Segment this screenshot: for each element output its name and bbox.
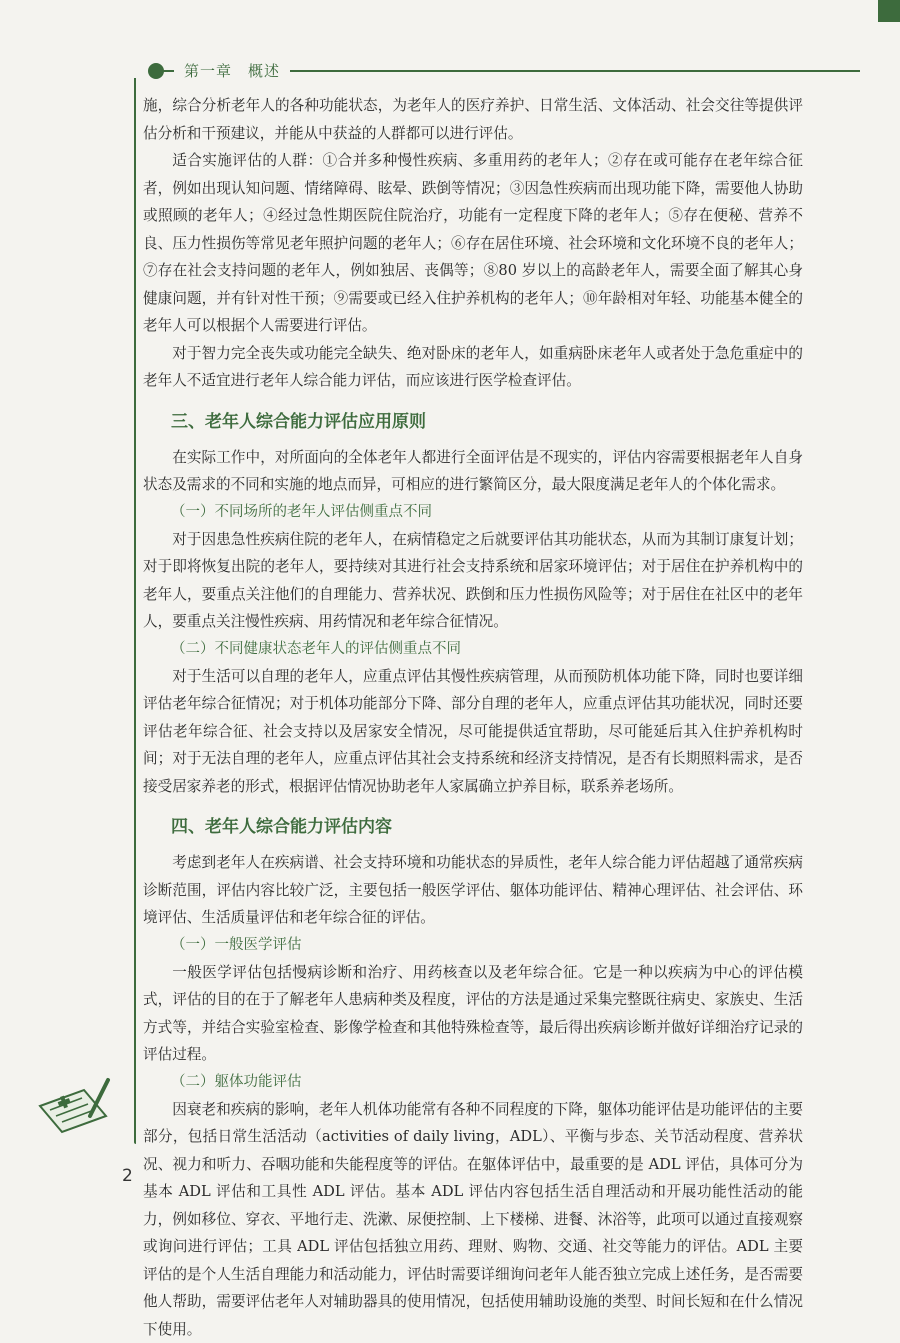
paragraph: 施，综合分析老年人的各种功能状态，为老年人的医疗养护、日常生活、文体活动、社会交往等提供评估分析和干预建议，并能从中获益的人群都可以进行评估。 [143, 92, 803, 147]
running-header [134, 58, 860, 86]
subsection-heading: （一）不同场所的老年人评估侧重点不同 [143, 499, 803, 526]
paragraph: 在实际工作中，对所面向的全体老年人都进行全面评估是不现实的，评估内容需要根据老年人自身状态及需求的不同和实施的地点而异，可相应的进行繁简区分，最大限度满足老年人的个体化需求。 [143, 444, 803, 499]
section-heading: 三、老年人综合能力评估应用原则 [143, 408, 803, 436]
corner-tab [878, 0, 900, 22]
subsection-heading: （二）不同健康状态老年人的评估侧重点不同 [143, 636, 803, 663]
paragraph: 对于智力完全丧失或功能完全缺失、绝对卧床的老年人，如重病卧床老年人或者处于急危重症中的老年人不适宜进行老年人综合能力评估，而应该进行医学检查评估。 [143, 340, 803, 395]
page-number: 2 [122, 1166, 133, 1186]
paragraph: 对于生活可以自理的老年人，应重点评估其慢性疾病管理，从而预防机体功能下降，同时也要详细评估老年综合征情况；对于机体功能部分下降、部分自理的老年人，应重点评估其功能状况，同时还要评估老年综合征、社会支持以及居家安全情况，尽可能提供适宜帮助，尽可能延后其入住护养机构时间；对于无法自理的老年人，应重点评估其社会支持系统和经济支持情况，是否有长期照料需求，是否接受居家养老的形式，根据评估情况协助老年人家属确立护养目标，联系养老场所。 [143, 663, 803, 801]
chapter-title: 第一章 概述 [174, 60, 290, 81]
subsection-heading: （一）一般医学评估 [143, 932, 803, 959]
header-bullet [148, 63, 164, 79]
medical-notepad-icon [36, 1076, 116, 1136]
paragraph: 一般医学评估包括慢病诊断和治疗、用药核查以及老年综合征。它是一种以疾病为中心的评估模式，评估的目的在于了解老年人患病种类及程度，评估的方法是通过采集完整既往病史、家族史、生活方式等，并结合实验室检查、影像学检查和其他特殊检查等，最后得出疾病诊断并做好详细治疗记录的评估过程。 [143, 959, 803, 1069]
paragraph: 考虑到老年人在疾病谱、社会支持环境和功能状态的异质性，老年人综合能力评估超越了通常疾病诊断范围，评估内容比较广泛，主要包括一般医学评估、躯体功能评估、精神心理评估、社会评估、环境评估、生活质量评估和老年综合征的评估。 [143, 849, 803, 932]
margin-rule [134, 78, 136, 1144]
subsection-heading: （二）躯体功能评估 [143, 1069, 803, 1096]
paragraph: 因衰老和疾病的影响，老年人机体功能常有各种不同程度的下降，躯体功能评估是功能评估的主要部分，包括日常生活活动（activities of daily living，ADL）、平衡与步态、关节活动程度、营养状况、视力和听力、吞咽功能和失能程度等的评估。在躯体评估中，最重要的是 ADL 评估，具体可分为基本 ADL 评估和工具性 ADL 评估。基本 ADL 评估内容包括生活自理活动和开展功能性活动的能力，例如移位、穿衣、平地行走、洗漱、尿便控制、上下楼梯、进餐、沐浴等，此项可以通过直接观察或询问进行评估；工具 ADL 评估包括独立用药、理财、购物、交通、社交等能力的评估。ADL 主要评估的是个人生活自理能力和活动能力，评估时需要详细询问老年人能否独立完成上述任务，是否需要他人帮助，需要评估老年人对辅助器具的使用情况，包括使用辅助设施的类型、时间长短和在什么情况下使用。 [143, 1096, 803, 1343]
page-body [143, 92, 803, 1343]
paragraph: 适合实施评估的人群：①合并多种慢性疾病、多重用药的老年人；②存在或可能存在老年综合征者，例如出现认知问题、情绪障碍、眩晕、跌倒等情况；③因急性疾病而出现功能下降，需要他人协助或照顾的老年人；④经过急性期医院住院治疗，功能有一定程度下降的老年人；⑤存在便秘、营养不良、压力性损伤等常见老年照护问题的老年人；⑥存在居住环境、社会环境和文化环境不良的老年人；⑦存在社会支持问题的老年人，例如独居、丧偶等；⑧80 岁以上的高龄老年人，需要全面了解其心身健康问题，并有针对性干预；⑨需要或已经入住护养机构的老年人；⑩年龄相对年轻、功能基本健全的老年人可以根据个人需要进行评估。 [143, 147, 803, 340]
section-heading: 四、老年人综合能力评估内容 [143, 813, 803, 841]
paragraph: 对于因患急性疾病住院的老年人，在病情稳定之后就要评估其功能状态，从而为其制订康复计划；对于即将恢复出院的老年人，要持续对其进行社会支持系统和居家环境评估；对于居住在护养机构中的老年人，要重点关注他们的自理能力、营养状况、跌倒和压力性损伤风险等；对于居住在社区中的老年人，要重点关注慢性疾病、用药情况和老年综合征情况。 [143, 526, 803, 636]
